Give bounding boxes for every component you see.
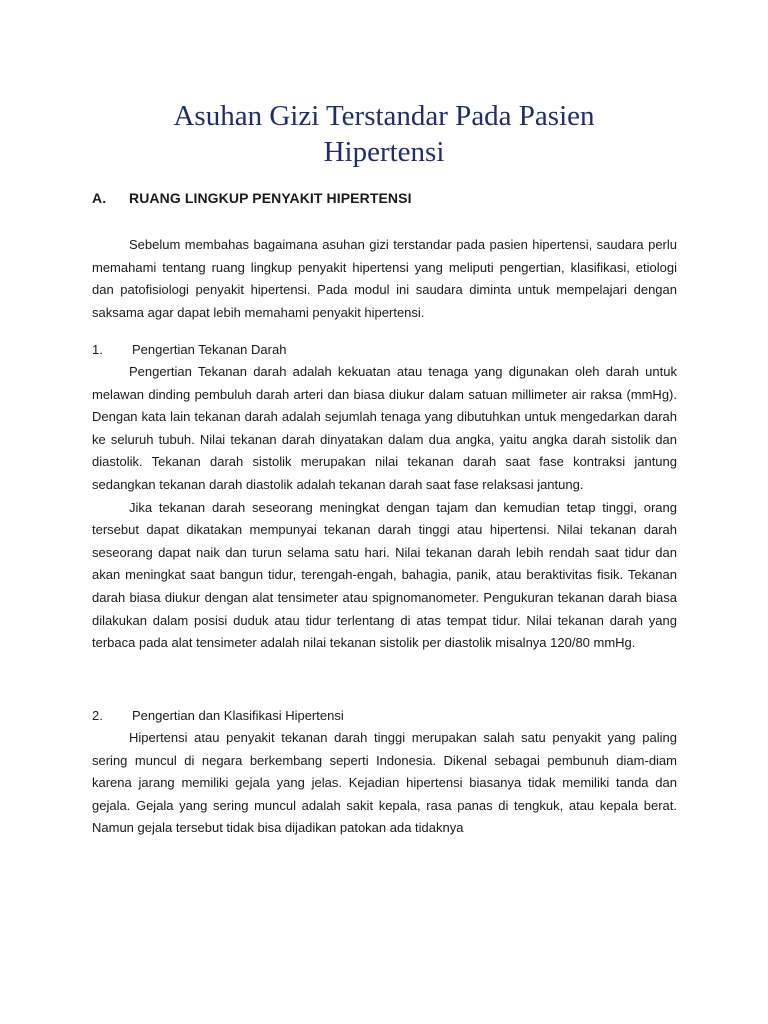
section-a-title: RUANG LINGKUP PENYAKIT HIPERTENSI bbox=[129, 190, 412, 206]
section-a-intro-block bbox=[92, 234, 677, 324]
document-title bbox=[90, 98, 678, 170]
subsection-1-title: Pengertian Tekanan Darah bbox=[132, 342, 287, 357]
subsection-2-title: Pengertian dan Klasifikasi Hipertensi bbox=[132, 708, 344, 723]
title-line-2: Hipertensi bbox=[323, 136, 445, 168]
section-a-heading bbox=[92, 190, 412, 206]
subsection-2-paragraph-1: Hipertensi atau penyakit tekanan darah tinggi merupakan salah satu penyakit yang paling sering muncul di negara berkembang seperti Indonesia. Dikenal sebagai pembunuh diam-diam karena jarang memiliki gejala yang jelas. Kejadian hipertensi biasanya tidak memiliki tanda dan gejala. Gejala yang sering muncul adalah sakit kepala, rasa panas di tengkuk, atau kepala berat. Namun gejala tersebut tidak bisa dijadikan patokan ada tidaknya bbox=[92, 730, 677, 836]
subsection-2-heading bbox=[92, 708, 344, 723]
subsection-2-body bbox=[92, 727, 677, 840]
subsection-2-number: 2. bbox=[92, 708, 103, 723]
section-a-number: A. bbox=[92, 190, 107, 206]
subsection-1-paragraph-2: Jika tekanan darah seseorang meningkat dengan tajam dan kemudian tetap tinggi, orang tersebut dapat dikatakan mempunyai tekanan darah tinggi atau hipertensi. Nilai tekanan darah seseorang dapat naik dan turun selama satu hari. Nilai tekanan darah lebih rendah saat tidur dan akan meningkat saat bangun tidur, terengah-engah, bahagia, panik, atau beraktivitas fisik. Tekanan darah biasa diukur dengan alat tensimeter atau spignomanometer. Pengukuran tekanan darah biasa dilakukan dalam posisi duduk atau tidur terlentang di atas tempat tidur. Nilai tekanan darah yang terbaca pada alat tensimeter adalah nilai tekanan sistolik per diastolik misalnya 120/80 mmHg. bbox=[92, 499, 677, 651]
subsection-1-heading bbox=[92, 342, 286, 357]
subsection-1-number: 1. bbox=[92, 342, 103, 357]
title-line-1: Asuhan Gizi Terstandar Pada Pasien bbox=[173, 100, 595, 132]
section-a-intro-paragraph: Sebelum membahas bagaimana asuhan gizi terstandar pada pasien hipertensi, saudara perlu memahami tentang ruang lingkup penyakit hipertensi yang meliputi pengertian, klasifikasi, etiologi dan patofisiologi penyakit hipertensi. Pada modul ini saudara diminta untuk mempelajari dengan saksama agar dapat lebih memahami penyakit hipertensi. bbox=[92, 237, 677, 320]
subsection-1-paragraph-1: Pengertian Tekanan darah adalah kekuatan atau tenaga yang digunakan oleh darah untuk melawan dinding pembuluh darah arteri dan biasa diukur dalam satuan millimeter air raksa (mmHg). Dengan kata lain tekanan darah adalah sejumlah tenaga yang dibutuhkan untuk mengedarkan darah ke seluruh tubuh. Nilai tekanan darah dinyatakan dalam dua angka, yaitu angka darah sistolik dan diastolik. Tekanan darah sistolik merupakan nilai tekanan darah saat fase kontraksi jantung sedangkan tekanan darah diastolik adalah tekanan darah saat fase relaksasi jantung. bbox=[92, 364, 677, 492]
subsection-1-body bbox=[92, 361, 677, 655]
